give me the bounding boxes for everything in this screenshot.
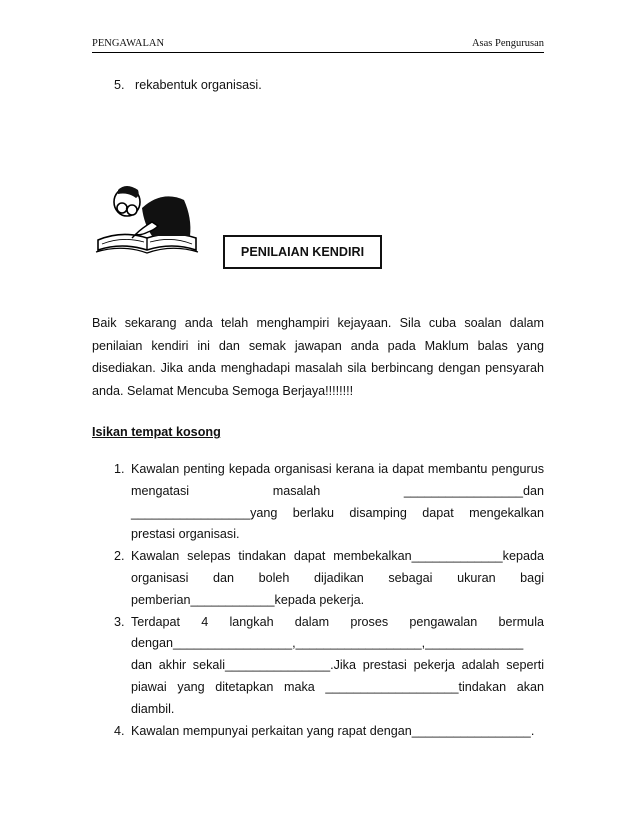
section-heading: Isikan tempat kosong [92,425,221,439]
intro-paragraph [92,312,544,402]
question-number: 1. [114,462,125,476]
question-number: 4. [114,723,125,738]
item-text: rekabentuk organisasi. [135,78,262,92]
page-header [92,38,544,53]
question-number: 3. [114,614,125,629]
question-line: Kawalan selepas tindakan dapat membekalkan_____________kepada [131,549,544,564]
question-item [92,721,544,743]
intro-line: anda. Selamat Mencuba Semoga Berjaya!!!!!!!! [92,383,354,398]
question-line: diambil. [131,701,175,716]
question-item [92,546,544,611]
question-item [92,612,544,721]
question-line: piawai yang ditetapkan maka ___________________tindakan akan [131,679,544,694]
question-number: 2. [114,549,125,564]
question-line: _________________yang berlaku disamping dapat mengekalkan [131,505,544,520]
question-line: pemberian____________kepada pekerja. [131,592,365,607]
question-line: Terdapat 4 langkah dalam proses pengawalan bermula [131,614,544,629]
question-line: Kawalan mempunyai perkaitan yang rapat dengan_________________. [131,723,535,738]
question-line: mengatasi masalah _________________dan [131,483,544,498]
question-line: organisasi dan boleh dijadikan sebagai ukuran bagi [131,570,544,585]
list-item [114,78,262,92]
intro-line: disediakan. Jika anda menghadapi masalah sila berbincang dengan pensyarah [92,361,544,375]
intro-line: Baik sekarang anda telah menghampiri kejayaan. Sila cuba soalan dalam [92,316,544,330]
intro-line: penilaian kendiri ini dan semak jawapan anda pada Maklum balas yang [92,338,544,353]
question-list [92,459,544,742]
question-line: dengan_________________,__________________,______________ [131,636,524,651]
item-number: 5. [114,78,125,92]
question-line: Kawalan penting kepada organisasi kerana ia dapat membantu pengurus [131,462,544,476]
question-line: prestasi organisasi. [131,527,240,542]
question-line: dan akhir sekali_______________.Jika prestasi pekerja adalah seperti [131,658,544,673]
header-right-title: Asas Pengurusan [471,38,544,49]
question-item [92,459,544,546]
header-left-title: PENGAWALAN [92,38,165,49]
self-assessment-title-box: PENILAIAN KENDIRI [223,235,382,269]
reading-man-illustration [92,178,202,256]
